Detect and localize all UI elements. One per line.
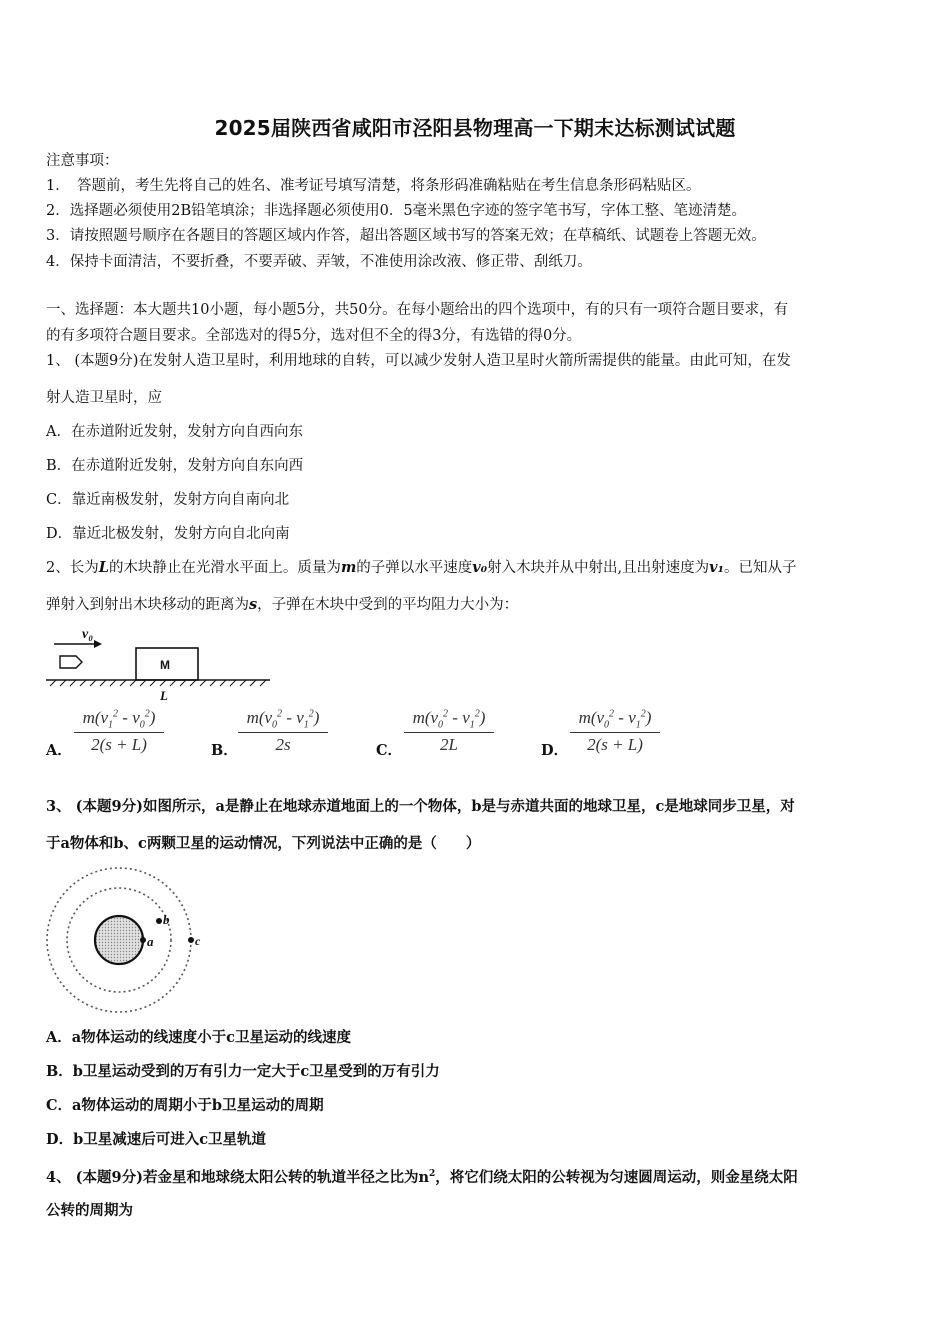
q2-option-b-formula: $m(v_0^2 - v_1^2)$ 2s bbox=[238, 708, 328, 755]
q4-stem-line-2: 公转的周期为 bbox=[46, 1202, 133, 1219]
q2-text-mid1: 的木块静止在光滑水平面上。质量为 bbox=[108, 560, 341, 576]
q2-fig-block-label: M bbox=[160, 658, 170, 672]
notice-item-3: 3．请按照题号顺序在各题目的答题区域内作答，超出答题区域书写的答案无效；在草稿纸、试题卷上答题无效。 bbox=[46, 228, 766, 244]
section-intro-line-2: 的有多项符合题目要求。全部选对的得5分，选对但不全的得3分，有选错的得0分。 bbox=[46, 328, 582, 344]
q2-option-c-formula: $m(v_0^2 - v_1^2)$ 2L bbox=[404, 708, 494, 755]
q1-option-a: A．在赤道附近发射，发射方向自西向东 bbox=[46, 424, 303, 440]
page-title: 2025届陕西省咸阳市泾阳县物理高一下期末达标测试试题 bbox=[214, 116, 736, 140]
section-intro-line-1: 一、选择题：本大题共10小题，每小题5分，共50分。在每小题给出的四个选项中，有的只有一项符合题目要求，有 bbox=[46, 302, 789, 318]
q2-var-s: s bbox=[249, 596, 258, 613]
q2-text-prefix: 2、长为 bbox=[46, 560, 99, 576]
q2-text-mid3: 射入木块并从中射出,且出射速度为 bbox=[487, 560, 710, 576]
notice-item-2: 2．选择题必须使用2B铅笔填涂；非选择题必须使用0．5毫米黑色字迹的签字笔书写，字体工整、笔迹清楚。 bbox=[46, 203, 747, 219]
q2-fig-v0-label: v₀ bbox=[82, 627, 94, 642]
notice-item-1: 1． 答题前，考生先将自己的姓名、准考证号填写清楚，将条形码准确粘贴在考生信息条形码粘贴区。 bbox=[46, 178, 701, 194]
q3-option-b: B．b卫星运动受到的万有引力一定大于c卫星受到的万有引力 bbox=[46, 1063, 440, 1080]
object-a-dot bbox=[140, 937, 146, 943]
q3-fig-label-a: a bbox=[147, 934, 154, 949]
q1-stem-line-1: 1、 (本题9分)在发射人造卫星时，利用地球的自转，可以减少发射人造卫星时火箭所需提供的能量。由此可知，在发 bbox=[46, 353, 791, 369]
q1-option-d: D．靠近北极发射，发射方向自北向南 bbox=[46, 526, 290, 542]
q4-text-line1b: ，将它们绕太阳的公转视为匀速圆周运动，则金星绕太阳 bbox=[435, 1168, 798, 1186]
q4-stem-line-1 bbox=[46, 1164, 798, 1188]
q2-stem-line-2 bbox=[46, 595, 518, 615]
q4-text-line1a: 4、 (本题9分)若金星和地球绕太阳公转的轨道半径之比为n bbox=[46, 1168, 429, 1186]
notice-heading: 注意事项： bbox=[46, 153, 119, 169]
q1-stem-line-2: 射人造卫星时，应 bbox=[46, 390, 162, 406]
q2-text-line2a: 弹射入到射出木块移动的距离为 bbox=[46, 597, 249, 613]
q3-stem-line-1: 3、 (本题9分)如图所示，a是静止在地球赤道地面上的一个物体，b是与赤道共面的地球卫星，c是地球同步卫星，对 bbox=[46, 798, 795, 815]
q2-var-L: L bbox=[98, 559, 109, 576]
q3-option-a: A．a物体运动的线速度小于c卫星运动的线速度 bbox=[46, 1029, 351, 1046]
q2-var-m: m bbox=[340, 559, 357, 576]
q2-option-d-letter: D． bbox=[541, 742, 569, 759]
q3-orbit-figure bbox=[44, 866, 204, 1016]
arrow-head-icon bbox=[94, 640, 102, 648]
q1-option-c: C．靠近南极发射，发射方向自南向北 bbox=[46, 492, 290, 508]
q3-fig-label-b: b bbox=[163, 912, 170, 927]
q2-var-v0: v₀ bbox=[472, 559, 488, 576]
q2-option-a-letter: A． bbox=[46, 742, 72, 759]
q4-exponent: 2 bbox=[429, 1169, 436, 1179]
q1-option-b: B．在赤道附近发射，发射方向自东向西 bbox=[46, 458, 304, 474]
q2-option-d-formula: $m(v_0^2 - v_1^2)$ 2(s + L) bbox=[570, 708, 660, 755]
q2-stem-line-1 bbox=[46, 558, 796, 578]
q2-option-a-formula: $m(v_1^2 - v_0^2)$ 2(s + L) bbox=[74, 708, 164, 755]
q2-bullet-block-figure bbox=[44, 622, 274, 704]
q3-stem-line-2: 于a物体和b、c两颗卫星的运动情况，下列说法中正确的是（ ） bbox=[46, 835, 481, 852]
bullet-icon bbox=[60, 656, 82, 668]
q3-option-c: C．a物体运动的周期小于b卫星运动的周期 bbox=[46, 1097, 324, 1114]
q3-option-d: D．b卫星减速后可进入c卫星轨道 bbox=[46, 1131, 267, 1148]
q2-option-b-letter: B． bbox=[211, 742, 238, 759]
q2-var-v1: v₁ bbox=[709, 559, 724, 576]
q2-option-c-letter: C． bbox=[376, 742, 403, 759]
ground-hatching bbox=[50, 680, 266, 686]
earth-icon bbox=[95, 916, 143, 964]
q2-text-mid4: 。已知从子 bbox=[723, 560, 797, 576]
notice-item-4: 4．保持卡面清洁，不要折叠，不要弄破、弄皱，不准使用涂改液、修正带、刮纸刀。 bbox=[46, 254, 592, 270]
satellite-c-dot bbox=[188, 937, 194, 943]
q3-fig-label-c: c bbox=[195, 934, 201, 948]
satellite-b-dot bbox=[156, 918, 162, 924]
q2-fig-length-label: L bbox=[160, 688, 168, 703]
q2-text-mid2: 的子弹以水平速度 bbox=[356, 560, 473, 576]
q2-text-line2b: ，子弹在木块中受到的平均阻力大小为： bbox=[257, 597, 519, 613]
